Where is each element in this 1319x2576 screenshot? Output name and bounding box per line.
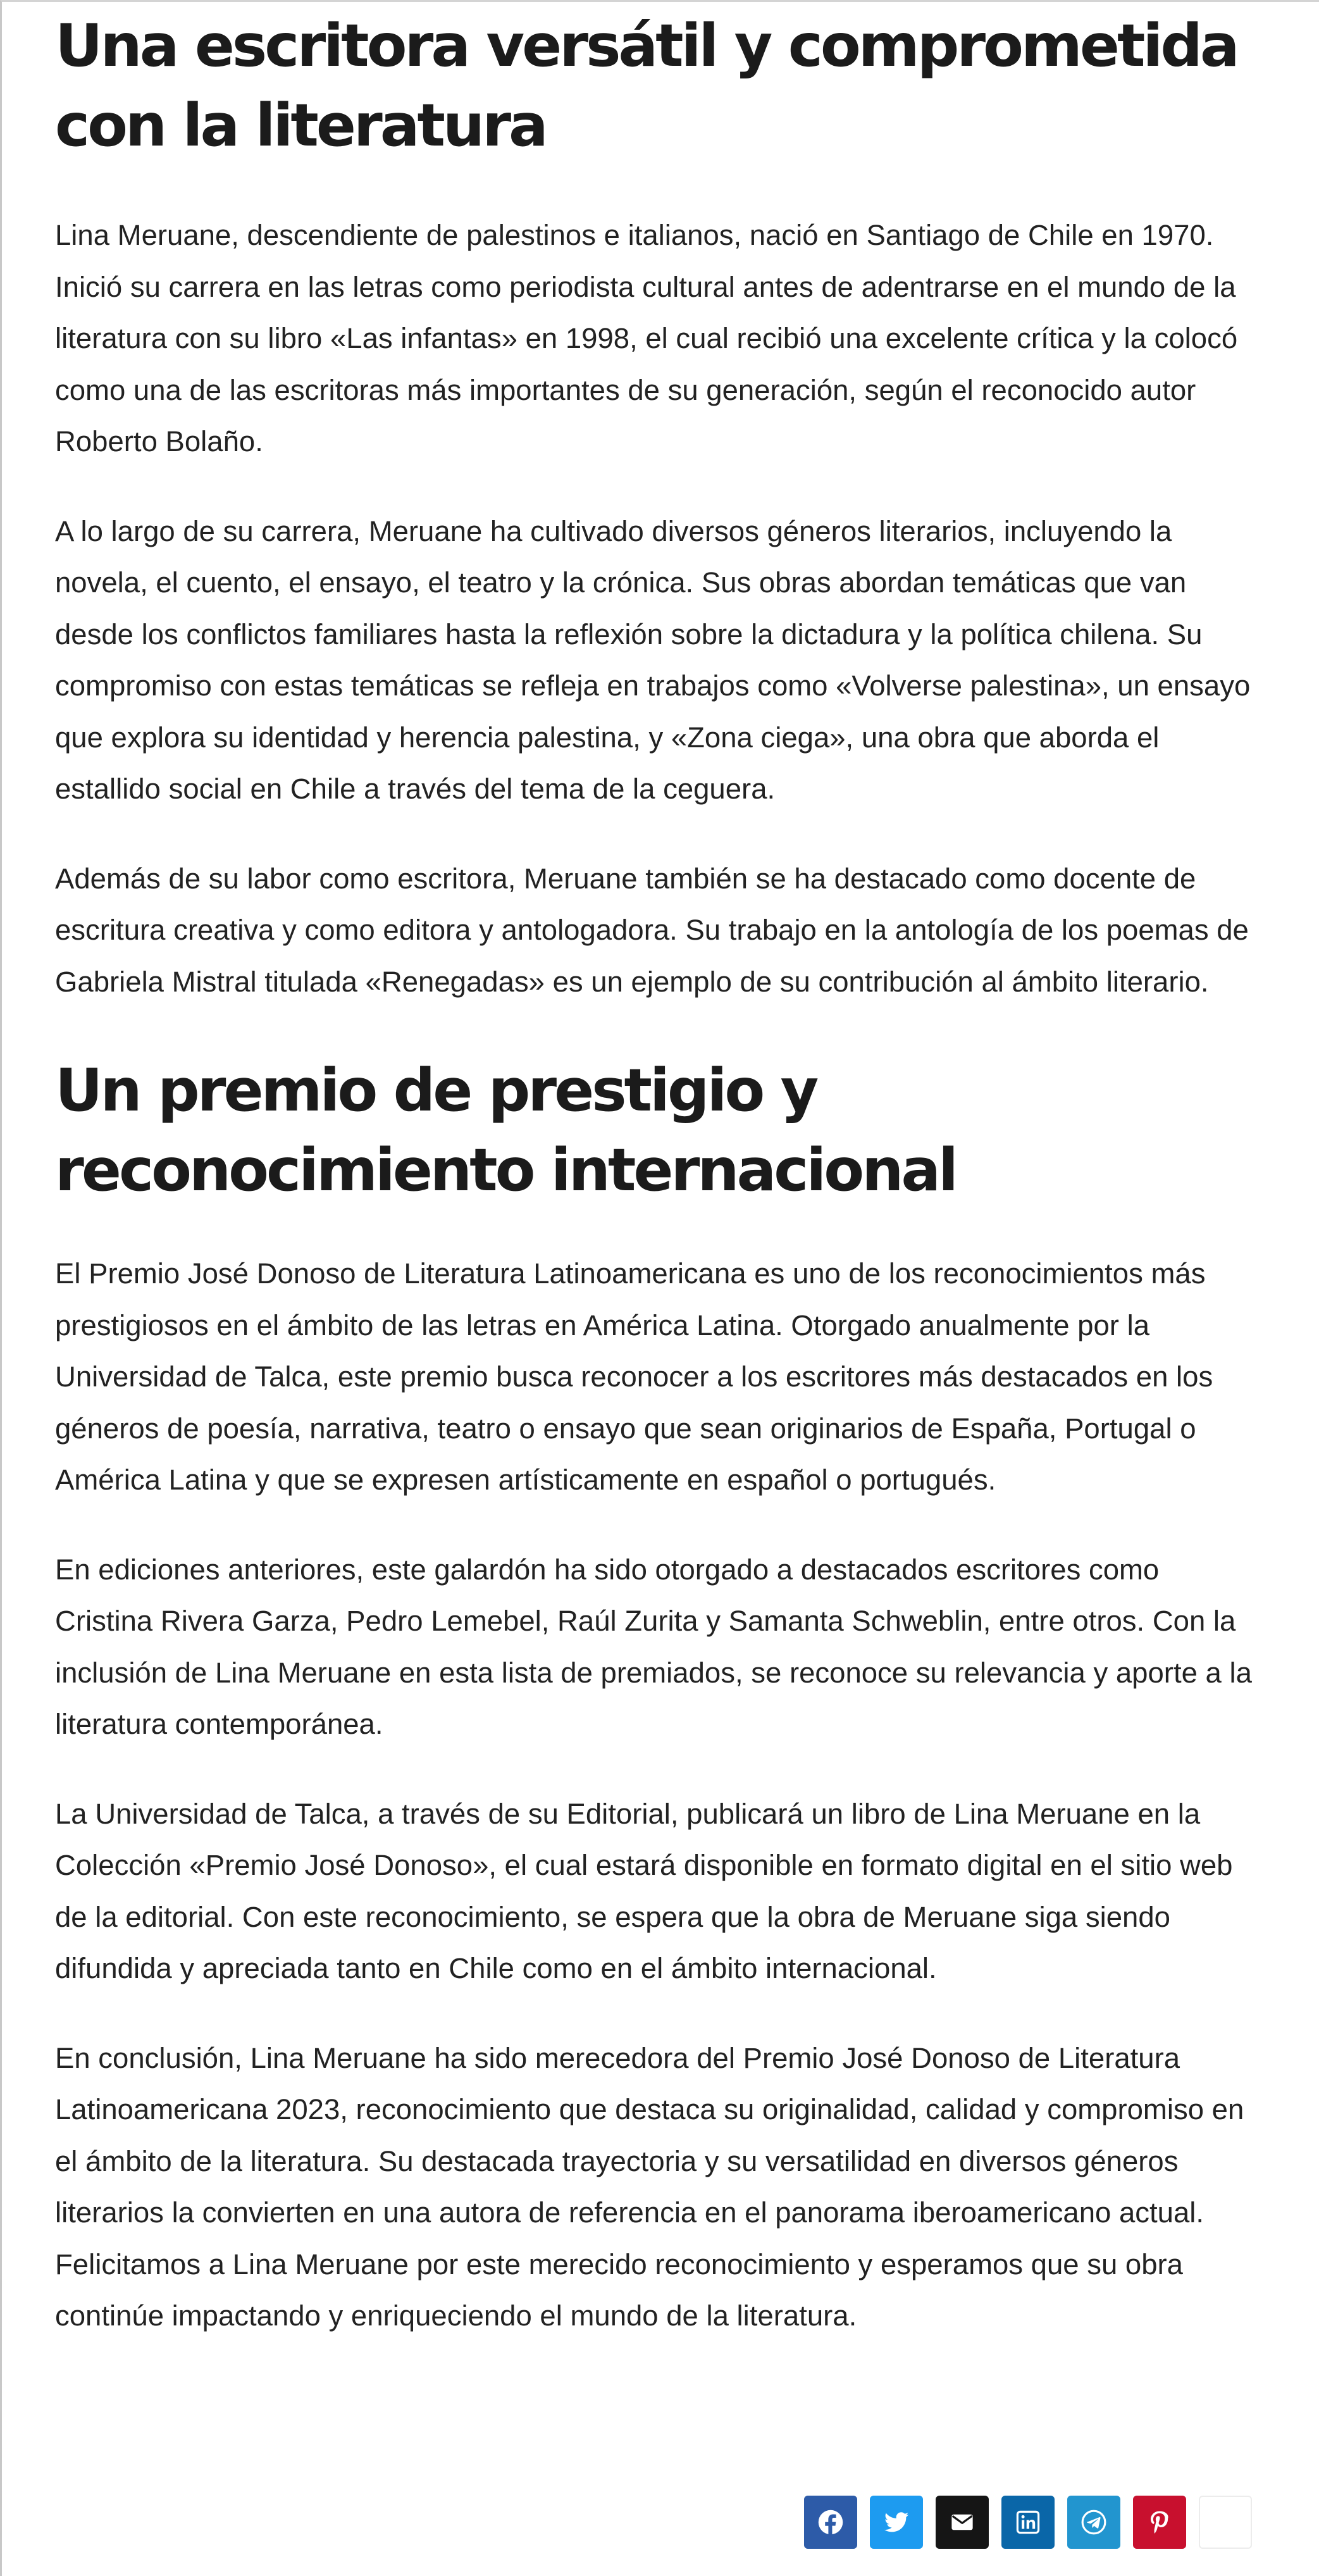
social-share-bar	[804, 2496, 1252, 2549]
section-heading-versatile-writer: Una escritora versátil y comprometida con la literatura	[55, 11, 1237, 159]
paragraph: La Universidad de Talca, a través de su Editorial, publicará un libro de Lina Meruane en la Colección «Premio José Donoso», el cual estará disponible en formato digital en el sitio web de la editorial. Con este reconocimiento, se espera que la obra de Meruane siga siendo difundida y apreciada tanto en Chile como en el ámbito internacional.	[55, 1797, 1233, 1984]
facebook-share-button[interactable]	[804, 2496, 857, 2549]
telegram-icon	[1081, 2509, 1107, 2536]
twitter-icon	[883, 2509, 910, 2536]
paragraph: Lina Meruane, descendiente de palestinos e italianos, nació en Santiago de Chile en 1970. Inició su carrera en las letras como periodista cultural antes de adentrarse en el mundo de la literatura con su libro «Las infantas» en 1998, el cual recibió una excelente crítica y la colocó como una de las escritoras más importantes de su generación, según el reconocido autor Roberto Bolaño.	[55, 219, 1238, 457]
paragraph: En conclusión, Lina Meruane ha sido merecedora del Premio José Donoso de Literatura Latinoamericana 2023, reconocimiento que destaca su originalidad, calidad y compromiso en el ámbito de la literatura. Su destacada trayectoria y su versatilidad en diversos géneros literarios la convierten en una autora de referencia en el panorama iberoamericano actual. Felicitamos a Lina Meruane por este merecido reconocimiento y esperamos que su obra continúe impactando y enriqueciendo el mundo de la literatura.	[55, 2041, 1244, 2332]
section-heading-prestige-award: Un premio de prestigio y reconocimiento internacional	[55, 1056, 957, 1204]
email-share-button[interactable]	[936, 2496, 989, 2549]
share-more-button[interactable]	[1199, 2496, 1252, 2549]
pinterest-icon	[1146, 2509, 1173, 2536]
linkedin-icon	[1015, 2509, 1041, 2536]
paragraph: En ediciones anteriores, este galardón ha sido otorgado a destacados escritores como Cristina Rivera Garza, Pedro Lemebel, Raúl Zurita y Samanta Schweblin, entre otros. Con la inclusión de Lina Meruane en esta lista de premiados, se reconoce su relevancia y aporte a la literatura contemporánea.	[55, 1553, 1252, 1740]
pinterest-share-button[interactable]	[1133, 2496, 1186, 2549]
telegram-share-button[interactable]	[1067, 2496, 1120, 2549]
linkedin-share-button[interactable]	[1001, 2496, 1055, 2549]
paragraph: Además de su labor como escritora, Meruane también se ha destacado como docente de escritura creativa y como editora y antologadora. Su trabajo en la antología de los poemas de Gabriela Mistral titulada «Renegadas» es un ejemplo de su contribución al ámbito literario.	[55, 862, 1249, 998]
facebook-icon	[817, 2509, 844, 2536]
twitter-share-button[interactable]	[870, 2496, 923, 2549]
email-icon	[949, 2509, 975, 2536]
paragraph: A lo largo de su carrera, Meruane ha cultivado diversos géneros literarios, incluyendo la novela, el cuento, el ensayo, el teatro y la crónica. Sus obras abordan temáticas que van desde los conflictos familiares hasta la reflexión sobre la dictadura y la política chilena. Su compromiso con estas temáticas se refleja en trabajos como «Volverse palestina», un ensayo que explora su identidad y herencia palestina, y «Zona ciega», una obra que aborda el estallido social en Chile a través del tema de la ceguera.	[55, 514, 1251, 805]
article-body	[55, 6, 1257, 2342]
paragraph: El Premio José Donoso de Literatura Latinoamericana es uno de los reconocimientos más prestigiosos en el ámbito de las letras en América Latina. Otorgado anualmente por la Universidad de Talca, este premio busca reconocer a los escritores más destacados en los géneros de poesía, narrativa, teatro o ensayo que sean originarios de España, Portugal o América Latina y que se expresen artísticamente en español o portugués.	[55, 1257, 1213, 1496]
